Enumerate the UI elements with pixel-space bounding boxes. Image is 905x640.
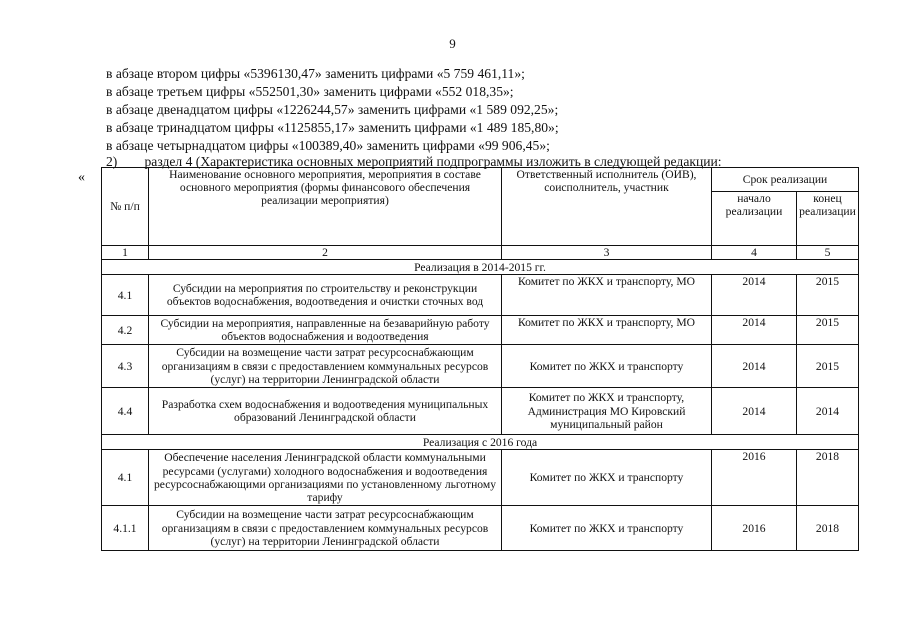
table-row bbox=[102, 316, 859, 345]
header-end: конец реализации bbox=[797, 192, 859, 246]
header-period: Срок реализации bbox=[712, 168, 859, 192]
paragraph: в абзаце тринадцатом цифры «1125855,17» заменить цифрами «1 489 185,80»; bbox=[106, 120, 559, 135]
row-name: Субсидии на возмещение части затрат ресурсоснабжающим организациям в связи с предоставлением коммунальных ресурсов (услуг) на территории Ленинградской области bbox=[149, 345, 502, 388]
row-executor: Комитет по ЖКХ и транспорту, Администрация МО Кировский муниципальный район bbox=[502, 388, 712, 435]
header-executor: Ответственный исполнитель (ОИВ), соисполнитель, участник bbox=[502, 168, 712, 246]
opening-quote: « bbox=[78, 170, 85, 185]
row-executor: Комитет по ЖКХ и транспорту bbox=[502, 450, 712, 506]
header-row bbox=[102, 168, 859, 192]
row-executor: Комитет по ЖКХ и транспорту, МО bbox=[502, 275, 712, 316]
section-title: Реализация с 2016 года bbox=[102, 435, 859, 450]
table-row bbox=[102, 275, 859, 316]
table-row bbox=[102, 450, 859, 506]
row-executor: Комитет по ЖКХ и транспорту bbox=[502, 345, 712, 388]
row-num: 4.1.1 bbox=[102, 506, 149, 551]
row-name: Субсидии на мероприятия по строительству и реконструкции объектов водоснабжения, водоотведения и очистки сточных вод bbox=[149, 275, 502, 316]
table-row bbox=[102, 388, 859, 435]
row-name: Субсидии на мероприятия, направленные на безаварийную работу объектов водоснабжения и водоотведения bbox=[149, 316, 502, 345]
row-start: 2014 bbox=[712, 345, 797, 388]
row-num: 4.2 bbox=[102, 316, 149, 345]
activities-table bbox=[101, 167, 859, 551]
row-start: 2014 bbox=[712, 275, 797, 316]
header-start: начало реализации bbox=[712, 192, 797, 246]
table-row bbox=[102, 506, 859, 551]
col-number: 2 bbox=[149, 246, 502, 260]
row-start: 2014 bbox=[712, 316, 797, 345]
row-end: 2015 bbox=[797, 345, 859, 388]
row-executor: Комитет по ЖКХ и транспорту, МО bbox=[502, 316, 712, 345]
paragraph: в абзаце третьем цифры «552501,30» заменить цифрами «552 018,35»; bbox=[106, 84, 514, 99]
row-name: Субсидии на возмещение части затрат ресурсоснабжающим организациям в связи с предоставлением коммунальных ресурсов (услуг) на территории Ленинградской области bbox=[149, 506, 502, 551]
page-number: 9 bbox=[449, 36, 456, 51]
header-num: № п/п bbox=[102, 168, 149, 246]
column-numbers-row bbox=[102, 246, 859, 260]
col-number: 5 bbox=[797, 246, 859, 260]
row-end: 2015 bbox=[797, 275, 859, 316]
section-row bbox=[102, 435, 859, 450]
paragraph: в абзаце двенадцатом цифры «1226244,57» заменить цифрами «1 589 092,25»; bbox=[106, 102, 559, 117]
row-num: 4.1 bbox=[102, 450, 149, 506]
table-row bbox=[102, 345, 859, 388]
paragraph: в абзаце четырнадцатом цифры «100389,40» заменить цифрами «99 906,45»; bbox=[106, 138, 550, 153]
col-number: 4 bbox=[712, 246, 797, 260]
row-end: 2018 bbox=[797, 450, 859, 506]
col-number: 3 bbox=[502, 246, 712, 260]
header-name: Наименование основного мероприятия, мероприятия в составе основного мероприятия (формы финансового обеспечения реализации мероприятия) bbox=[149, 168, 502, 246]
section-title: Реализация в 2014-2015 гг. bbox=[102, 260, 859, 275]
row-name: Разработка схем водоснабжения и водоотведения муниципальных образований Ленинградской области bbox=[149, 388, 502, 435]
row-end: 2018 bbox=[797, 506, 859, 551]
row-end: 2014 bbox=[797, 388, 859, 435]
row-end: 2015 bbox=[797, 316, 859, 345]
paragraph-item-2: 2) раздел 4 (Характеристика основных мероприятий подпрограммы изложить в следующей редакции: bbox=[106, 154, 722, 169]
row-start: 2016 bbox=[712, 506, 797, 551]
col-number: 1 bbox=[102, 246, 149, 260]
paragraph: в абзаце втором цифры «5396130,47» заменить цифрами «5 759 461,11»; bbox=[106, 66, 525, 81]
row-start: 2014 bbox=[712, 388, 797, 435]
row-name: Обеспечение населения Ленинградской области коммунальными ресурсами (услугами) холодного водоснабжения и водоотведения ресурсоснабжающими организациями по установленному льготному тарифу bbox=[149, 450, 502, 506]
row-num: 4.4 bbox=[102, 388, 149, 435]
row-executor: Комитет по ЖКХ и транспорту bbox=[502, 506, 712, 551]
row-num: 4.3 bbox=[102, 345, 149, 388]
row-num: 4.1 bbox=[102, 275, 149, 316]
section-row bbox=[102, 260, 859, 275]
row-start: 2016 bbox=[712, 450, 797, 506]
